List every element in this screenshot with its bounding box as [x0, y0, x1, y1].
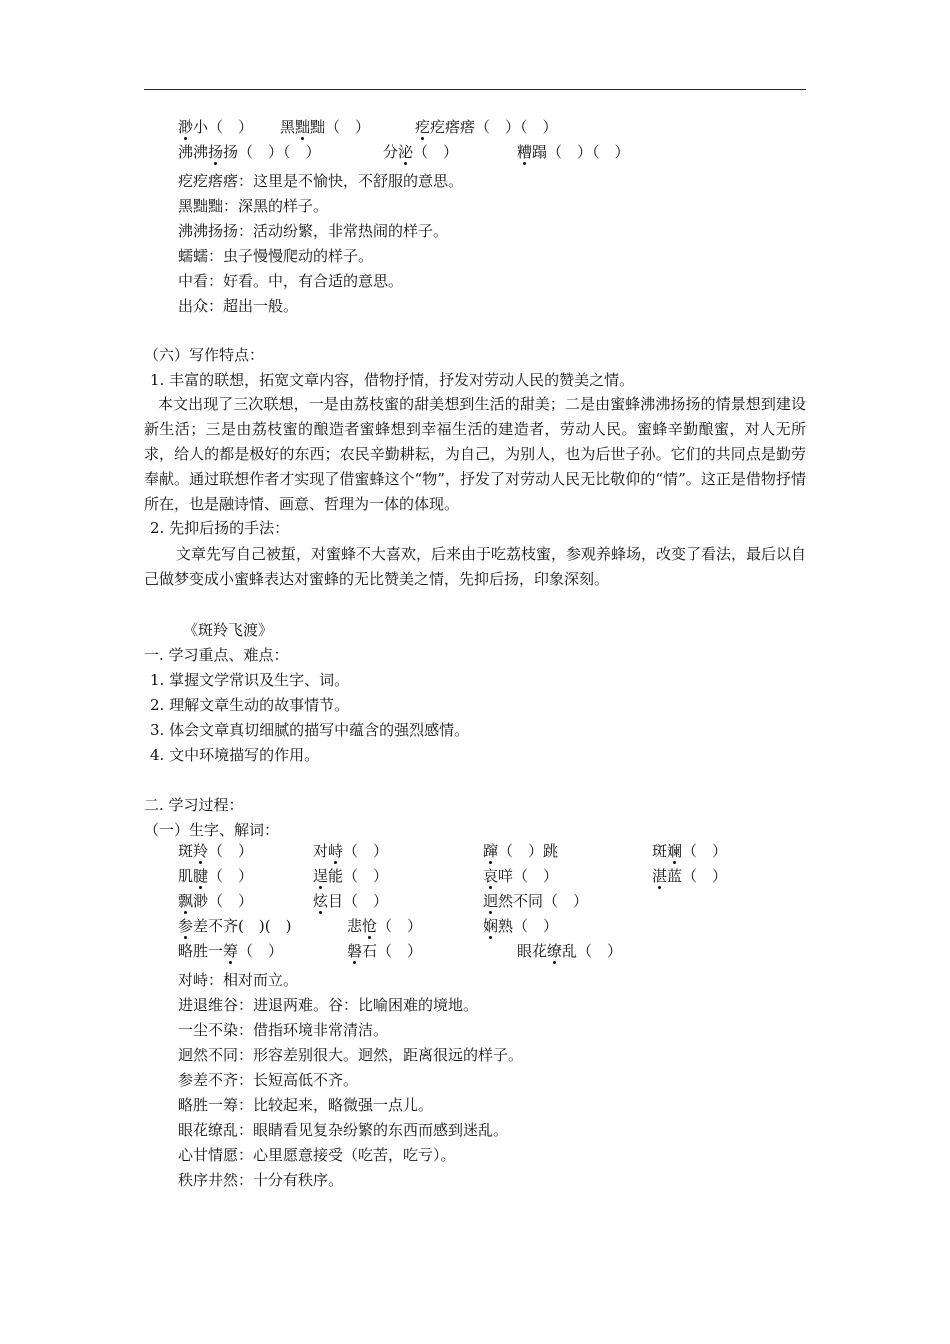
- vocab-item: 沸沸扬扬（ ）（ ）: [178, 143, 321, 161]
- sub-heading: （一）生字、解词：: [144, 821, 280, 839]
- definition: 对峙：相对而立。: [178, 971, 299, 989]
- writing-point: 2. 先抑后扬的手法：: [150, 519, 290, 537]
- study-point: 4. 文中环境描写的作用。: [150, 746, 320, 764]
- section-heading: （六）写作特点：: [144, 346, 265, 364]
- vocab-item: 参差不齐( )( ): [178, 917, 292, 935]
- vocab-item: 对峙（ ）: [313, 842, 389, 860]
- definition: 心甘情愿：心里愿意接受（吃苦，吃亏）。: [178, 1146, 456, 1164]
- writing-point: 1. 丰富的联想，拓宽文章内容，借物抒情，抒发对劳动人民的赞美之情。: [150, 371, 635, 389]
- definition: 秩序井然：十分有秩序。: [178, 1171, 344, 1189]
- study-point: 1. 掌握文学常识及生字、词。: [150, 671, 350, 689]
- paragraph: 本文出现了三次联想，一是由荔枝蜜的甜美想到生活的甜美；二是由蜜蜂沸沸扬扬的情景想到建设新生活；三是由荔枝蜜的酿造者蜜蜂想到幸福生活的建造者，劳动人民。蜜蜂辛勤酿蜜，对人无所求，给人的都是极好的东西；农民辛勤耕耘，为自己，为别人，也为后世子孙。它们的共同点是勤劳奉献。通过联想作者才实现了借蜜蜂这个“物”，抒发了对劳动人民无比敬仰的“情”。这正是借物抒情所在，也是融诗情、画意、哲理为一体的体现。: [144, 395, 806, 513]
- vocab-item: 糟蹋（ ）（ ）: [517, 143, 630, 161]
- definition: 眼花缭乱：眼睛看见复杂纷繁的东西而感到迷乱。: [178, 1121, 509, 1139]
- definition: 黑黜黜：深黑的样子。: [178, 197, 329, 215]
- vocab-item: 悲怆（ ）: [347, 917, 423, 935]
- definition: 沸沸扬扬：活动纷繁，非常热闹的样子。: [178, 222, 449, 240]
- vocab-item: 湛蓝（ ）: [652, 867, 728, 885]
- vocab-item: 肌腱（ ）: [178, 867, 254, 885]
- vocab-item: 黑黜黜（ ）: [280, 118, 371, 136]
- definition: 出众：超出一般。: [178, 297, 299, 315]
- vocab-item: 娴熟（ ）: [483, 917, 559, 935]
- definition: 蠕蠕：虫子慢慢爬动的样子。: [178, 247, 374, 265]
- vocab-item: 炫目（ ）: [313, 892, 389, 910]
- definition: 疙疙瘩瘩：这里是不愉快，不舒服的意思。: [178, 172, 464, 190]
- vocab-item: 磐石（ ）: [347, 942, 423, 960]
- definition: 中看：好看。中，有合适的意思。: [178, 272, 404, 290]
- definition: 迥然不同：形容差别很大。迥然，距离很远的样子。: [178, 1046, 524, 1064]
- vocab-item: 略胜一筹（ ）: [178, 942, 284, 960]
- definition: 参差不齐：长短高低不齐。: [178, 1071, 359, 1089]
- section-heading: 一. 学习重点、难点：: [144, 646, 289, 664]
- vocab-item: 眼花缭乱（ ）: [517, 942, 623, 960]
- definition: 进退维谷：进退两难。谷：比喻困难的境地。: [178, 996, 479, 1014]
- vocab-item: 飘渺（ ）: [178, 892, 254, 910]
- definition: 一尘不染：借指环境非常清洁。: [178, 1021, 389, 1039]
- vocab-item: 蹿（ ）跳: [483, 842, 559, 860]
- vocab-item: 分泌（ ）: [383, 143, 459, 161]
- vocab-item: 迥然不同（ ）: [483, 892, 589, 910]
- lesson-title: 《斑羚飞渡》: [183, 621, 274, 639]
- study-point: 3. 体会文章真切细腻的描写中蕴含的强烈感情。: [150, 721, 470, 739]
- vocab-item: 斑斓（ ）: [652, 842, 728, 860]
- vocab-item: 逞能（ ）: [313, 867, 389, 885]
- study-point: 2. 理解文章生动的故事情节。: [150, 696, 350, 714]
- vocab-item: 斑羚（ ）: [178, 842, 254, 860]
- vocab-item: 哀咩（ ）: [483, 867, 559, 885]
- header-rule: [144, 89, 806, 90]
- section-heading: 二. 学习过程：: [144, 796, 244, 814]
- paragraph: 文章先写自己被蜇，对蜜蜂不大喜欢，后来由于吃荔枝蜜，参观养蜂场，改变了看法，最后以自己做梦变成小蜜蜂表达对蜜蜂的无比赞美之情，先抑后扬，印象深刻。: [144, 545, 807, 588]
- definition: 略胜一筹：比较起来，略微强一点儿。: [178, 1096, 434, 1114]
- vocab-item: 疙疙瘩瘩（ ）（ ）: [415, 118, 558, 136]
- vocab-item: 渺小（ ）: [178, 118, 254, 136]
